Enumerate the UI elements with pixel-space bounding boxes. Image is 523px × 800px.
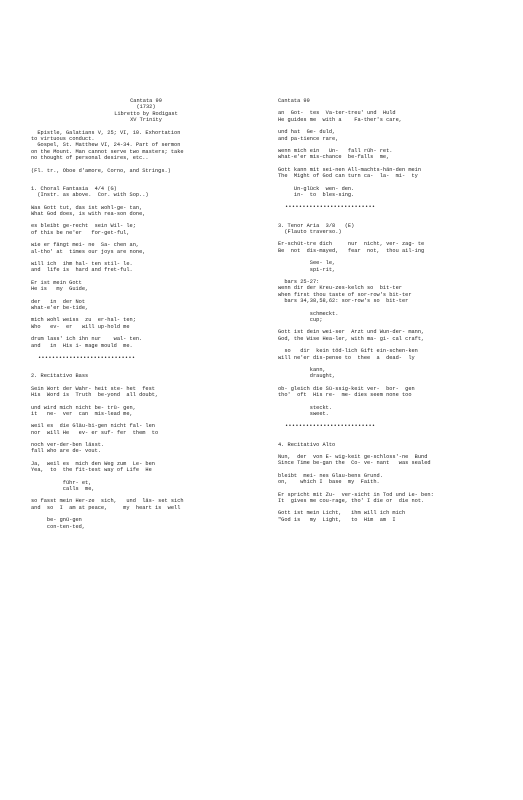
text-line: der in der Not [31,298,86,305]
text-line: spi-rit, [278,266,336,273]
right-column [278,98,514,523]
text-line: Sein Wort der Wahr- heit ste- het fest [31,385,155,392]
text-line: Nun, der von E- wig-keit ge-schloss'-ne Bund [278,454,428,461]
text-line: when first thou taste of sor-row's bit-ter [278,291,412,298]
text-line: to virtuous conduct. [31,135,95,142]
text-line: drum lass' ich ihn nur wal- ten. [31,336,143,343]
text-line: He guides me with a Fa-ther's care, [278,116,402,123]
text-line: noch ver-der-ben lässt. [31,442,105,449]
cantata-heading: Libretto by Rodigast [114,110,178,117]
text-line: al-tho' at times our joys are none, [31,248,146,255]
text-line: wenn dir der Kreu-zes-kelch so bit-ter [278,285,402,292]
text-line: an Got- tes Va-ter-treu' und Huld [278,110,396,117]
text-line: draught, [278,373,336,380]
text-line: wenn mich ein Un- fall rüh- ret. [278,147,393,154]
text-line: Be not dis-mayed, fear not, thou ail-ing [278,247,425,254]
spacer [278,430,514,442]
text-line: Who ev- er will up-hold me [31,323,130,330]
text-line: weil es die Gläu-bi-gen nicht fal- len [31,423,155,430]
text-line: nor will He ev- er suf- fer them to [31,429,159,436]
text-line: fall who are de- vout. [31,448,101,455]
text-line: Was Gott tut, das ist wohl-ge- tan, [31,204,143,211]
text-line: 2. Recitativo Bass [31,373,89,380]
text-line: (Flauto traverso.) [278,229,342,236]
text-line: und hat Ge- duld, [278,129,336,136]
text-line: be- gnü-gen [31,517,82,524]
text-line: steckt. [278,404,333,411]
text-line: Epistle, Galatians V, 25; VI, 10. Exhortation [31,129,181,136]
text-line: Gott ist mein Licht, ihm will ich mich [278,510,406,517]
section-separator: •••••••••••••••••••••••••• [278,423,376,430]
text-line: Gott kann mit sei-nen All-machts-hän-den mein [278,166,422,173]
text-line: God, the Wise Hea-ler, with ma- gi- cal craft, [278,335,425,342]
text-line: what-e'er be-tide, [31,304,89,311]
text-line: 3. Tenor Aria 3/8 (E) [278,222,355,229]
left-column [31,98,266,530]
text-line: Ja, weil es mich den Weg zum Le- ben [31,460,155,467]
text-line: wie er fängt mei- ne Sa- chen an, [31,242,140,249]
text-line: Gott ist dein wei-ser Arzt und Wun-der- mann, [278,329,425,336]
text-line: what-e'er mis-chance be-falls me, [278,154,390,161]
text-line: Er-schüt-tre dich nur nicht, ver- zag- te [278,241,425,248]
text-line: It gives me cou-rage, tho' I die or die not. [278,498,425,505]
text-line: kann, [278,366,326,373]
text-line: es bleibt ge-recht sein Wil- le; [31,223,136,230]
text-line: 1. Choral Fantasia 4/4 (G) [31,185,117,192]
text-line: Er spricht mit Zu- ver-sicht in Tod und Le- ben: [278,491,434,498]
text-line: und wird mich nicht be- trü- gen, [31,404,136,411]
text-line: What God does, is with rea-son done, [31,211,146,218]
text-line: and life is hard and fret-ful. [31,267,133,274]
text-line: sweet. [278,410,329,417]
text-line: (Fl. tr., Oboe d'amore, Corno, and Strings.) [31,167,171,174]
text-line: calls me, [31,486,95,493]
spacer [278,211,514,223]
spacer [31,361,266,373]
text-line: He is my Guide, [31,286,89,293]
cantata-heading: Cantata 99 [278,98,310,104]
text-line: Yea, to the fit-test way of Life He [31,467,152,474]
text-line: Gospel, St. Matthew VI, 24-34. Part of sermon [31,142,181,149]
text-line: will ich ihm hal- ten stil- le. [31,261,133,268]
text-line: bars 25-27: [278,279,320,286]
text-line: so fasst mein Her-ze sich, und läs- set sich [31,498,184,505]
text-line: cup; [278,316,323,323]
text-line: Un-glück wen- den. [278,185,355,192]
text-line: tho' oft His re- me- dies seem none too [278,392,412,399]
text-line: Since Time be-gan the Co- ve- nant was sealed [278,460,431,467]
text-line: and pa-tience rare, [278,135,339,142]
text-line: con-ten-ted, [31,523,86,530]
text-line: on the Mount. Man cannot serve two masters; take [31,148,184,155]
text-line: mich wohl weiss zu er-hal- ten; [31,317,136,324]
spacer [31,174,266,186]
text-line: (Instr. as above. Cor. with Sop..) [31,192,149,199]
text-line: "God is my Light, to Him am I [278,516,396,523]
text-line: on, which I base my Faith. [278,479,380,486]
text-line: of this be ne'er for-get-ful, [31,229,130,236]
text-line: and so I am at peace, my heart is well [31,504,181,511]
text-line: bars 34,38,58,62: sor-row's so bit-ter [278,298,409,305]
cantata-heading: (1732) [136,104,156,111]
cantata-heading: Cantata 99 [130,98,162,104]
cantata-heading: XV Trinity [130,117,162,124]
text-line: in- to bles-sing. [278,191,355,198]
text-line: no thought of personal desires, etc.. [31,155,149,162]
text-line: schmeckt. [278,310,339,317]
text-line: His Word is Truth be-yond all doubt, [31,392,159,399]
text-line: The Might of God can turn ca- la- mi- ty [278,173,418,180]
text-line: führ- et, [31,479,92,486]
text-line: bleibt mei- nes Glau-bens Grund. [278,472,383,479]
text-line: 4. Recitativo Alto [278,441,336,448]
text-line: will ne'er dis-pense to thee a dead- ly [278,354,415,361]
text-line: and in His i- mage mould me. [31,342,133,349]
text-line: Er ist mein Gott [31,279,82,286]
text-line: so dir kein töd-lich Gift ein-schen-ken [278,348,418,355]
text-line: ob- gleich die Sü-ssig-keit ver- bor- gen [278,385,415,392]
text-line: it ne- ver can mis-lead me, [31,410,133,417]
text-line: See- le, [278,260,336,267]
section-separator: •••••••••••••••••••••••••• [278,204,376,211]
section-separator: •••••••••••••••••••••••••••• [31,354,136,361]
